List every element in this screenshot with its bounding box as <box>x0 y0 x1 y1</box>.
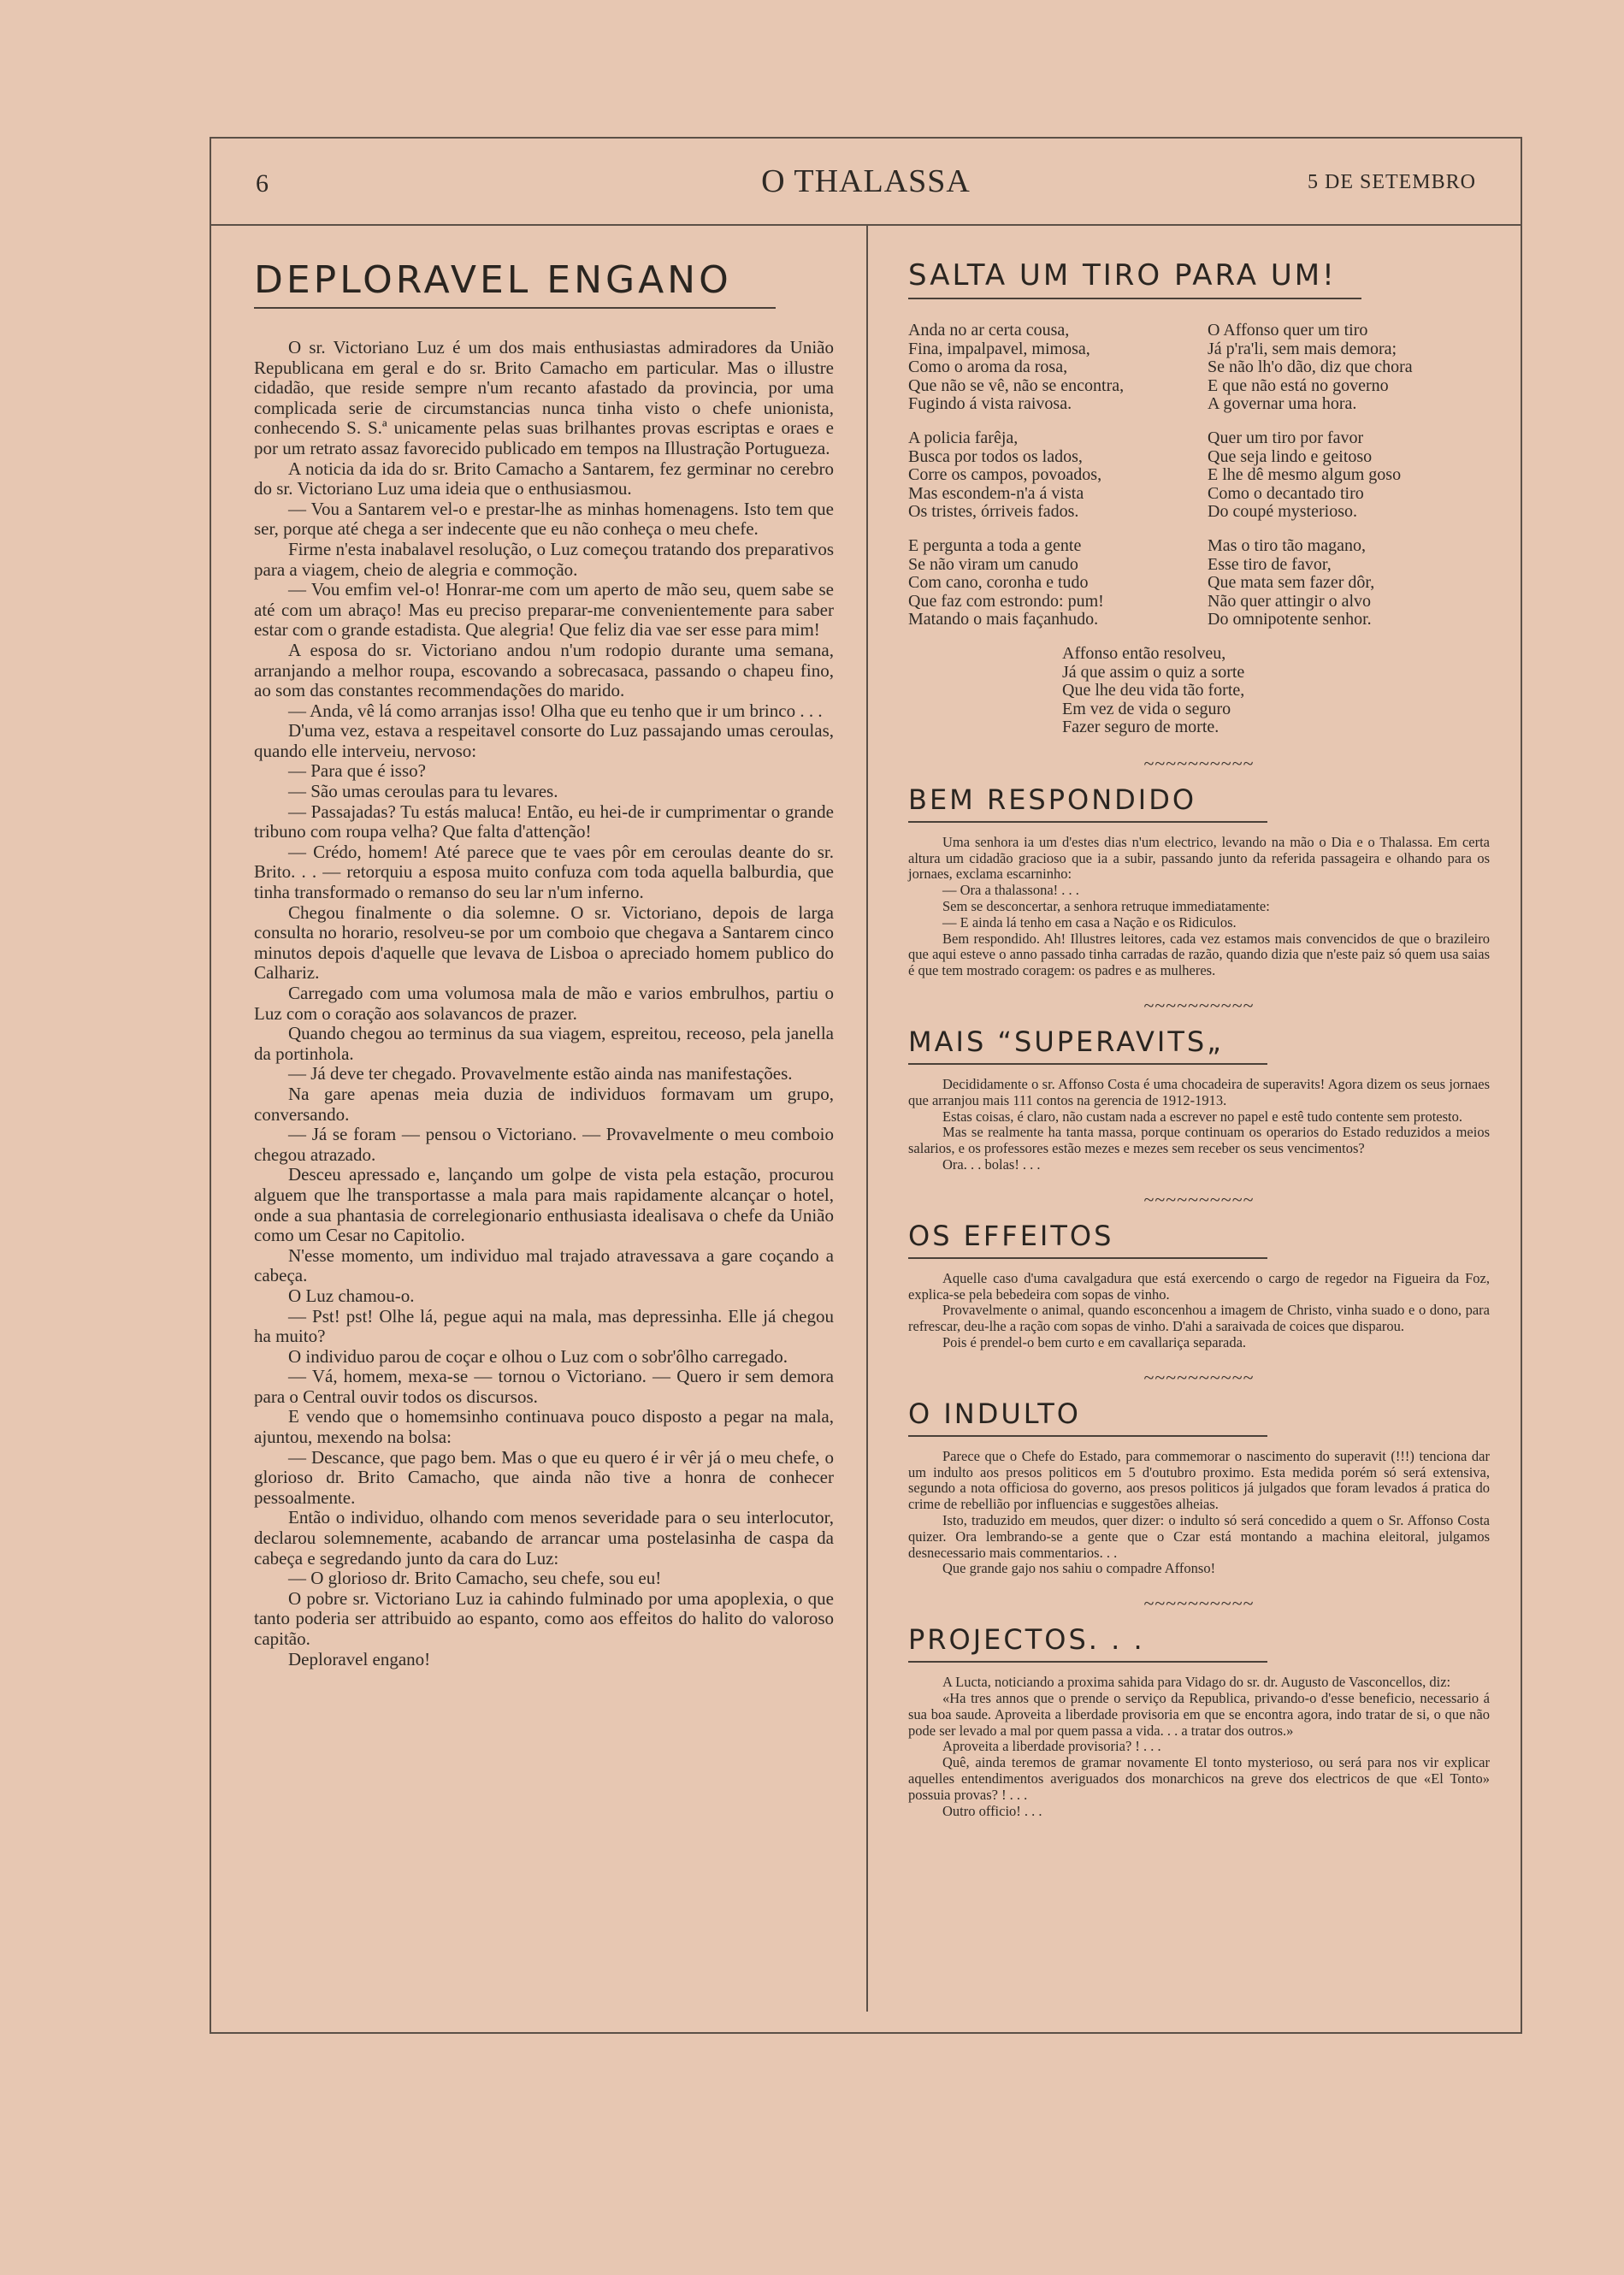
ornament-divider: ~~~~~~~~~~ <box>1143 1592 1255 1615</box>
section-paragraph: Aproveita a liberdade provisoria? ! . . . <box>942 1738 1161 1755</box>
masthead: O THALASSA <box>761 163 971 199</box>
article-paragraph: N'esse momento, um individuo mal trajado atravessava a gare coçando a cabeça. <box>254 1244 834 1286</box>
poem-final-stanza: Affonso então resolveu, Já que assim o quiz a sorte Que lhe deu vida tão forte, Em vez de vida o seguro Fazer seguro de morte. <box>1062 643 1245 737</box>
article-paragraph: — Vou a Santarem vel-o e prestar-lhe as minhas homenagens. Isto tem que ser, porque até chega a ser indecente que eu não conheça o meu chefe. <box>254 498 834 540</box>
article-paragraph: — Crédo, homem! Até parece que te vaes pôr em ceroulas deante do sr. Brito. . . — retorquiu a esposa muito confuza com toda aquella balburdia, que tinha transformado o remanso do seu lar n'um inferno. <box>254 841 834 903</box>
poem-left-column <box>908 322 1190 645</box>
article-paragraph: — Descance, que pago bem. Mas o que eu quero é ir vêr já o meu chefe, o glorioso dr. Brito Camacho, que ainda não tive a honra de conhecer pessoalmente. <box>254 1446 834 1508</box>
section-paragraph: Aquelle caso d'uma cavalgadura que está exercendo o cargo de regedor na Figueira da Foz, explica-se pela bebedeira com sopas de vinho. <box>908 1269 1490 1303</box>
article-paragraph: Então o individuo, olhando com menos severidade para o seu interlocutor, declarou solemnemente, acabando de arrancar uma postelasinha de caspa da cabeça e segredando junto da cara do Luz: <box>254 1507 834 1569</box>
section-underline <box>908 1661 1267 1663</box>
section-title: MAIS “SUPERAVITS„ <box>908 1025 1224 1059</box>
section-paragraph: Decididamente o sr. Affonso Costa é uma chocadeira de superavits! Agora dizem os seus jornaes que arranjou mais 111 contos na gerencia de 1912-1913. <box>908 1076 1490 1108</box>
section-paragraph: — Ora a thalassona! . . . <box>942 882 1079 899</box>
ornament-divider: ~~~~~~~~~~ <box>1143 1366 1255 1388</box>
section-underline <box>908 1435 1267 1437</box>
section-paragraph: Uma senhora ia um d'estes dias n'um electrico, levando na mão o Dia e o Thalassa. Em certa altura um cidadão gracioso que ia a subir, passando junto da referida passageira e olhando para os jornaes, exclama escarninho: <box>908 833 1490 883</box>
article-paragraph: — Vou emfim vel-o! Honrar-me com um aperto de mão seu, quem sabe se até com um abraço! Mas eu preciso preparar-me convenientemente para saber estar com o grande estadista. Que alegria! Que feliz dia vae ser esse para mim! <box>254 579 834 641</box>
page-number: 6 <box>256 169 269 198</box>
article-paragraph: — Passajadas? Tu estás maluca! Então, eu hei-de ir cumprimentar o grande tribuno com roupa velha? Que falta d'attenção! <box>254 801 834 842</box>
article-paragraph: Firme n'esta inabalavel resolução, o Luz começou tratando dos preparativos para a viagem, cheio de alegria e commoção. <box>254 538 834 580</box>
section-underline <box>908 1257 1267 1259</box>
article-paragraph: D'uma vez, estava a respeitavel consorte do Luz passajando umas ceroulas, quando elle interveiu, nervoso: <box>254 720 834 761</box>
poem-stanza: O Affonso quer um tiro Já p'ra'li, sem mais demora; Se não lh'o dão, diz que chora E que não está no governo A governar uma hora. <box>1208 321 1413 414</box>
article-paragraph: Quando chegou ao terminus da sua viagem, espreitou, receoso, pela janella da portinhola. <box>254 1023 834 1064</box>
article-paragraph: — O glorioso dr. Brito Camacho, seu chefe, sou eu! <box>288 1568 662 1589</box>
section-paragraph: Outro officio! . . . <box>942 1802 1042 1819</box>
section-title: O INDULTO <box>908 1397 1081 1430</box>
article-paragraph: Desceu apressado e, lançando um golpe de vista pela estação, procurou alguem que lhe transportasse a mala para mais rapidamente alcançar o hotel, onde a sua phantasia de correlegionario enthusiasta idealisava o chefe da União como um Cesar no Capitolio. <box>254 1164 834 1246</box>
article-paragraph: — Vá, homem, mexa-se — tornou o Victoriano. — Quero ir sem demora para o Central ouvir todos os discursos. <box>254 1366 834 1407</box>
section-paragraph: Provavelmente o animal, quando esconcenhou a imagem de Christo, vinha suado e o dono, para refrescar, deu-lhe a ração com sopas de vinho. D'ahi a saraivada de coices que disparou. <box>908 1302 1490 1335</box>
section-title: BEM RESPONDIDO <box>908 783 1197 816</box>
article-paragraph: — Já se foram — pensou o Victoriano. — Provavelmente o meu comboio chegou atrazado. <box>254 1124 834 1165</box>
article-paragraph: — São umas ceroulas para tu levares. <box>288 781 558 802</box>
section-paragraph: Quê, ainda teremos de gramar novamente El tonto mysterioso, ou será para nos vir explicar aquelles entendimentos averiguados dos monarchicos na greve dos electricos de que «El Tonto» possuia provas? ! . . . <box>908 1754 1490 1803</box>
poem-verses <box>908 322 1490 645</box>
issue-date: 5 DE SETEMBRO <box>1307 171 1476 193</box>
section-paragraph: Isto, traduzido em meudos, quer dizer: o indulto só será concedido a quem o Sr. Affonso Costa quizer. Ora lembrando-se a gente que o Czar está montando a machina eleitoral, julgamos desnecessario mais commentarios. . . <box>908 1512 1490 1561</box>
section-paragraph: — E ainda lá tenho em casa a Nação e os Ridiculos. <box>942 913 1237 931</box>
section-paragraph: Parece que o Chefe do Estado, para commemorar o nascimento do superavit (!!!) tenciona dar um indulto aos presos politicos em 5 d'outubro proximo. Esta medida porém só será extensiva, segundo a nota officiosa do governo, aos presos politicos já julgados que foram levados á pratica do crime de rebellião por influencias e suggestões alheias. <box>908 1447 1490 1513</box>
article-paragraph: O Luz chamou-o. <box>288 1285 415 1306</box>
section-title: PROJECTOS. . . <box>908 1623 1145 1657</box>
article-paragraph: — Já deve ter chegado. Provavelmente estão ainda nas manifestações. <box>288 1063 793 1084</box>
page-frame <box>210 137 1522 2034</box>
section-paragraph: Sem se desconcertar, a senhora retruque immediatamente: <box>942 898 1270 915</box>
ornament-divider: ~~~~~~~~~~ <box>1143 752 1255 774</box>
poem-stanza: Quer um tiro por favor Que seja lindo e geitoso E lhe dê mesmo algum goso Como o decantado tiro Do coupé mysterioso. <box>1208 428 1402 522</box>
short-sections <box>908 753 1490 1819</box>
article-paragraph: — Para que é isso? <box>288 760 426 782</box>
right-column <box>908 258 1490 1819</box>
section-paragraph: «Ha tres annos que o prende o serviço da Republica, privando-o d'esse beneficio, necessario á sua boa saude. Aproveita a liberdade provisoria em que se encontra agora, indo tratar de si, o que não pode ser levado a mal por quem passa a vida. . . a tratar dos outros.» <box>908 1689 1490 1739</box>
poem-title: SALTA UM TIRO PARA UM! <box>908 258 1337 292</box>
ornament-divider: ~~~~~~~~~~ <box>1143 995 1255 1017</box>
title-underline <box>254 307 776 309</box>
page-header <box>211 139 1521 226</box>
poem-stanza: Anda no ar certa cousa, Fina, impalpavel, mimosa, Como o aroma da rosa, Que não se vê, não se encontra, Fugindo á vista raivosa. <box>908 321 1125 414</box>
section-paragraph: Pois é prendel-o bem curto e em cavallariça separada. <box>942 1334 1247 1351</box>
poem-right-column <box>1208 322 1490 645</box>
poem-stanza: Mas o tiro tão magano, Esse tiro de favor, Que mata sem fazer dôr, Não quer attingir o alvo Do omnipotente senhor. <box>1208 535 1375 629</box>
section-title: OS EFFEITOS <box>908 1219 1114 1252</box>
article-paragraph: Na gare apenas meia duzia de individuos formavam um grupo, conversando. <box>254 1083 834 1125</box>
article-paragraph: E vendo que o homemsinho continuava pouco disposto a pegar na mala, ajuntou, mexendo na bolsa: <box>254 1406 834 1448</box>
poem-title-underline <box>908 298 1361 299</box>
section-paragraph: Mas se realmente ha tanta massa, porque continuam os operarios do Estado reduzidos a meios salarios, e os professores estão mezes e mezes sem receber os seus vencimentos? <box>908 1124 1490 1157</box>
article-paragraph: — Anda, vê lá como arranjas isso! Olha que eu tenho que ir um brinco . . . <box>288 700 823 721</box>
article-paragraph: Chegou finalmente o dia solemne. O sr. Victoriano, depois de larga consulta no horario, resolveu-se por um comboio que chegava a Santarem cinco minutos depois d'aquelle que levava de Lisboa o apreciado homem publico do Calhariz. <box>254 901 834 984</box>
article-paragraph: — Pst! pst! Olhe lá, pegue aqui na mala, mas depressinha. Elle já chegou ha muito? <box>254 1305 834 1347</box>
article-paragraph: Deploravel engano! <box>288 1648 431 1669</box>
article-title: DEPLORAVEL ENGANO <box>254 258 732 302</box>
poem-stanza: A policia farêja, Busca por todos os lados, Corre os campos, povoados, Mas escondem-n'a á vista Os tristes, órriveis fados. <box>908 428 1102 522</box>
section-underline <box>908 1063 1267 1065</box>
section-underline <box>908 821 1267 823</box>
ornament-divider: ~~~~~~~~~~ <box>1143 1188 1255 1210</box>
section-paragraph: Estas coisas, é claro, não custam nada a escrever no papel e estê tudo contente sem protesto. <box>942 1108 1462 1125</box>
section-paragraph: Ora. . . bolas! . . . <box>942 1156 1041 1173</box>
article-paragraph: A esposa do sr. Victoriano andou n'um rodopio durante uma semana, arranjando a melhor roupa, escovando a sobrecasaca, passando o chapeu fino, ao som das constantes recommendações do marido. <box>254 639 834 701</box>
article-paragraph: O pobre sr. Victoriano Luz ia cahindo fulminado por uma apoplexia, o que tanto poderia ser attribuido ao espanto, como aos effeitos do halito do valoroso capitão. <box>254 1587 834 1649</box>
poem-stanza: E pergunta a toda a gente Se não viram um canudo Com cano, coronha e tudo Que faz com estrondo: pum! Matando o mais façanhudo. <box>908 535 1104 629</box>
section-paragraph: Que grande gajo nos sahiu o compadre Affonso! <box>942 1560 1216 1577</box>
column-divider <box>866 224 868 2012</box>
left-column <box>254 258 834 1669</box>
article-body <box>254 338 834 1669</box>
section-paragraph: Bem respondido. Ah! Illustres leitores, cada vez estamos mais convencidos de que o brazileiro que aqui esteve o anno passado tinha carradas de razão, quando dizia que n'este paiz só quem usa saias é que tem mostrado coragem: os padres e as mulheres. <box>908 930 1490 979</box>
article-paragraph: O sr. Victoriano Luz é um dos mais enthusiastas admiradores da União Republicana em geral e do sr. Brito Camacho em particular. Mas o illustre cidadão, que reside sempre n'um recanto afastado da provincia, por uma complicada serie de circumstancias nunca tinha visto o chefe unionista, conhecendo S. S.ª unicamente pelas suas brilhantes provas escriptas e oraes e por um retrato assaz favorecido publicado em tempos na Illustração Portugueza. <box>254 337 834 458</box>
article-paragraph: O individuo parou de coçar e olhou o Luz com o sobr'ôlho carregado. <box>288 1345 788 1367</box>
article-paragraph: A noticia da ida do sr. Brito Camacho a Santarem, fez germinar no cerebro do sr. Victoriano Luz uma ideia que o enthusiasmou. <box>254 458 834 499</box>
article-paragraph: Carregado com uma volumosa mala de mão e varios embrulhos, partiu o Luz com o coração aos solavancos de prazer. <box>254 983 834 1024</box>
section-paragraph: A Lucta, noticiando a proxima sahida para Vidago do sr. dr. Augusto de Vasconcellos, diz: <box>942 1674 1451 1691</box>
